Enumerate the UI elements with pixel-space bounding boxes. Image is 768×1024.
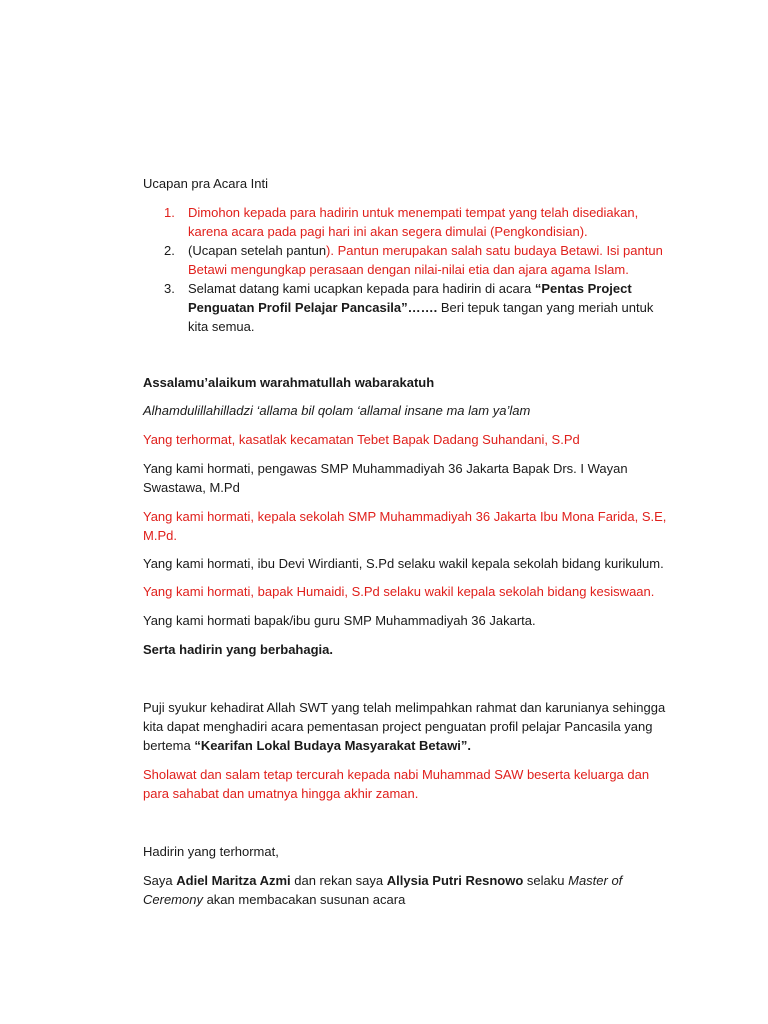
list-item-text-black: (Ucapan setelah pantun bbox=[188, 243, 327, 258]
list-item-text: Selamat datang kami ucapkan kepada para hadirin di acara bbox=[188, 281, 535, 296]
list-item-text-red: ). Pantun merupakan salah satu budaya Betawi. Isi pantun Betawi mengungkap perasaan dengan nilai-nilai etia dan ajara agama Islam. bbox=[188, 243, 663, 277]
intro-list bbox=[143, 203, 673, 336]
mc-text: dan rekan saya bbox=[290, 873, 387, 888]
list-item bbox=[143, 203, 673, 241]
greeting-hadirin: Serta hadirin yang berbahagia. bbox=[143, 642, 333, 657]
list-item bbox=[143, 279, 673, 336]
list-item-text-end: Beri tepuk tangan yang meriah untuk kita semua. bbox=[188, 300, 654, 334]
mc-text: Saya bbox=[143, 873, 177, 888]
mc-text: selaku bbox=[523, 873, 569, 888]
sholawat-paragraph: Sholawat dan salam tetap tercurah kepada nabi Muhammad SAW beserta keluarga dan para sahabat dan umatnya hingga akhir zaman. bbox=[143, 767, 650, 801]
list-number: 3. bbox=[164, 281, 175, 296]
list-item-text: Dimohon kepada para hadirin untuk menempati tempat yang telah disediakan, karena acara pada pagi hari ini akan segera dimulai (Pengkondisian). bbox=[188, 205, 639, 239]
event-title: “Pentas Project Penguatan Profil Pelajar Pancasila”……. bbox=[188, 281, 632, 315]
mc-name-1: Adiel Maritza Azmi bbox=[176, 873, 291, 888]
mc-name-2: Allysia Putri Resnowo bbox=[386, 873, 524, 888]
list-item bbox=[143, 241, 673, 279]
greeting-wakasek-kurikulum: Yang kami hormati, ibu Devi Wirdianti, S.Pd selaku wakil kepala sekolah bidang kurikulum. bbox=[143, 556, 664, 571]
mc-role: Master of Ceremony bbox=[143, 873, 623, 907]
section-heading: Ucapan pra Acara Inti bbox=[143, 176, 269, 191]
mc-text: akan membacakan susunan acara bbox=[202, 892, 406, 907]
greeting-kasatlak: Yang terhormat, kasatlak kecamatan Tebet Bapak Dadang Suhandani, S.Pd bbox=[143, 432, 580, 447]
theme-title: “Kearifan Lokal Budaya Masyarakat Betawi”. bbox=[194, 738, 472, 753]
greeting-pengawas: Yang kami hormati, pengawas SMP Muhammadiyah 36 Jakarta Bapak Drs. I Wayan Swastawa, M.Pd bbox=[143, 461, 628, 495]
list-number: 2. bbox=[164, 243, 175, 258]
puji-syukur-paragraph bbox=[143, 698, 673, 755]
puji-syukur-text: Puji syukur kehadirat Allah SWT yang telah melimpahkan rahmat dan karunianya sehingga kita dapat menghadiri acara pementasan project penguatan profil pelajar Pancasila yang bertema bbox=[143, 700, 666, 753]
greeting-wakasek-kesiswaan: Yang kami hormati, bapak Humaidi, S.Pd selaku wakil kepala sekolah bidang kesiswaan. bbox=[143, 584, 655, 599]
mc-introduction bbox=[143, 871, 673, 909]
opening-prayer: Alhamdulillahilladzi ‘allama bil qolam ‘allamal insane ma lam ya’lam bbox=[143, 403, 531, 418]
hadirin-greeting: Hadirin yang terhormat, bbox=[143, 844, 279, 859]
greeting-guru: Yang kami hormati bapak/ibu guru SMP Muhammadiyah 36 Jakarta. bbox=[143, 613, 536, 628]
list-number: 1. bbox=[164, 205, 175, 220]
greeting-kepala-sekolah: Yang kami hormati, kepala sekolah SMP Muhammadiyah 36 Jakarta Ibu Mona Farida, S.E, M.Pd. bbox=[143, 509, 667, 543]
salam-greeting: Assalamu’alaikum warahmatullah wabarakatuh bbox=[143, 375, 435, 390]
